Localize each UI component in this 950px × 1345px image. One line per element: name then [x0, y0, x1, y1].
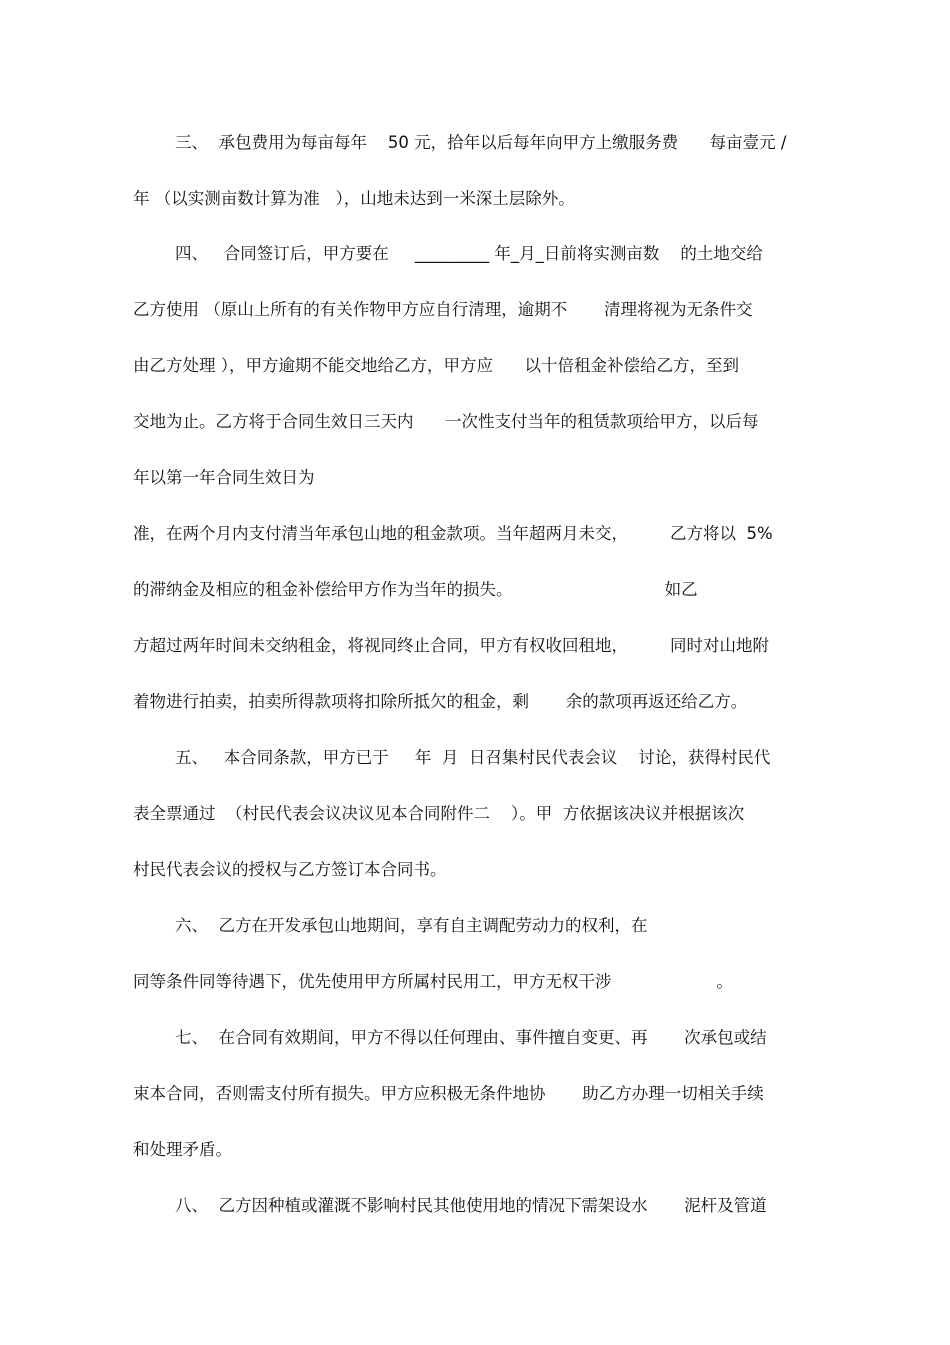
clause-5-line-2: 表全票通过 （村民代表会议决议见本合同附件二 ）。甲 方依据该决议并根据该次	[133, 804, 745, 823]
clause-4-line-8: 方超过两年时间未交纳租金，将视同终止合同，甲方有权收回租地， 同时对山地附	[133, 636, 769, 655]
clause-4-line-3: 由乙方处理 ），甲方逾期不能交地给乙方，甲方应 以十倍租金补偿给乙方，至到	[133, 356, 739, 375]
clause-6-line-1: 六、 乙方在开发承包山地期间，享有自主调配劳动力的权利，在	[133, 916, 648, 935]
clause-4-line-9: 着物进行拍卖，拍卖所得款项将扣除所抵欠的租金，剩 余的款项再返还给乙方。	[133, 692, 748, 711]
clause-3-line-2: 年 （以实测亩数计算为准 ），山地未达到一米深土层除外。	[133, 189, 575, 208]
clause-4-line-7: 的滞纳金及相应的租金补偿给甲方作为当年的损失。 如乙	[133, 580, 698, 599]
clause-4-line-1: 四、 合同签订后，甲方要在 _________ 年_月_日前将实测亩数 的土地交给	[133, 244, 763, 263]
clause-8-line-1: 八、 乙方因种植或灌溉不影响村民其他使用地的情况下需架设水 泥杆及管道	[133, 1196, 767, 1215]
clause-7-line-2: 束本合同，否则需支付所有损失。甲方应积极无条件地协 助乙方办理一切相关手续	[133, 1084, 764, 1103]
clause-5-line-1: 五、 本合同条款，甲方已于 年 月 日召集村民代表会议 讨论，获得村民代	[133, 748, 771, 767]
clause-6-line-2: 同等条件同等待遇下，优先使用甲方所属村民用工，甲方无权干涉 。	[133, 972, 733, 991]
clause-5-line-3: 村民代表会议的授权与乙方签订本合同书。	[133, 860, 447, 879]
clause-4-line-4: 交地为止。乙方将于合同生效日三天内 一次性支付当年的租赁款项给甲方，以后每	[133, 412, 759, 431]
clause-7-line-3: 和处理矛盾。	[133, 1140, 232, 1159]
clause-4-line-6: 准，在两个月内支付清当年承包山地的租金款项。当年超两月未交， 乙方将以 5%	[133, 524, 773, 543]
clause-4-line-5: 年以第一年合同生效日为	[133, 468, 315, 487]
clause-4-line-2: 乙方使用 （原山上所有的有关作物甲方应自行清理，逾期不 清理将视为无条件交	[133, 300, 753, 319]
clause-7-line-1: 七、 在合同有效期间，甲方不得以任何理由、事件擅自变更、再 次承包或结	[133, 1028, 767, 1047]
clause-3-line-1: 三、 承包费用为每亩每年 50 元，拾年以后每年向甲方上缴服务费 每亩壹元 /	[133, 133, 787, 152]
